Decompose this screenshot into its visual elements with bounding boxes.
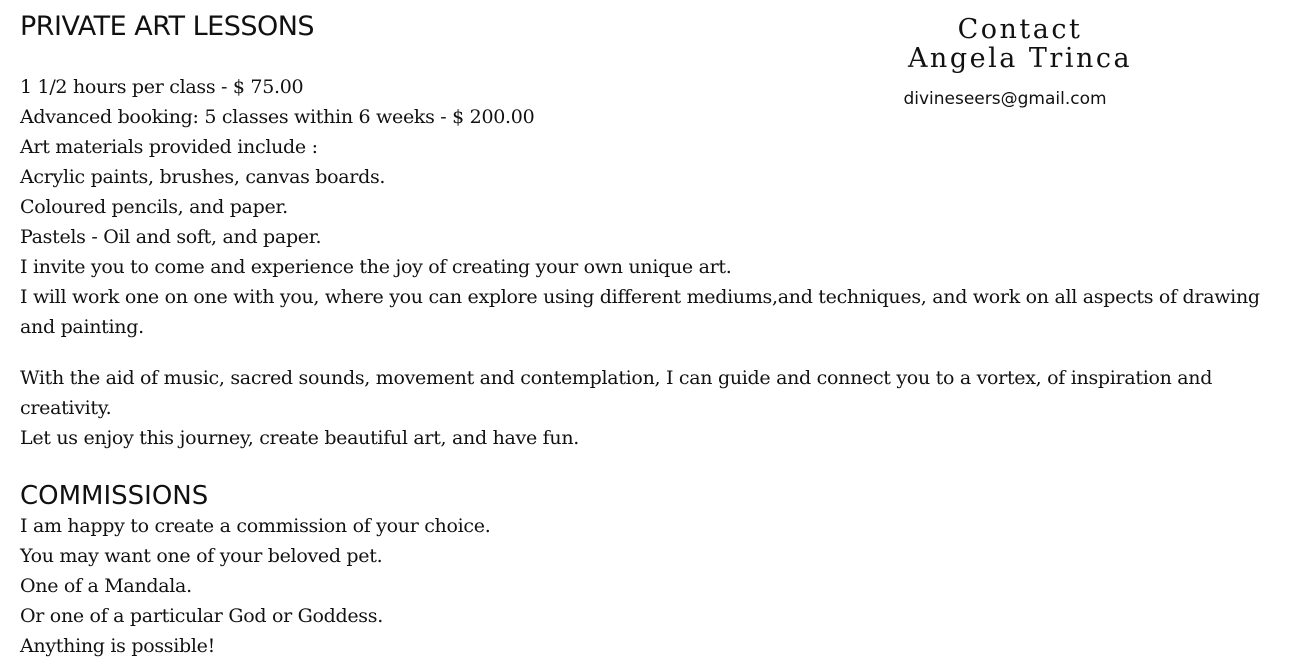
commission-mandala-line: One of a Mandala. xyxy=(20,575,192,597)
inspiration-paragraph: With the aid of music, sacred sounds, movement and contemplation, I can guide and connect you to a vortex, of inspiration and creativity. xyxy=(20,367,1213,419)
inspiration-text xyxy=(20,363,1295,453)
commission-closing-line: Anything is possible! xyxy=(20,635,215,657)
materials-pencils-line: Coloured pencils, and paper. xyxy=(20,196,288,218)
commission-pet-line: You may want one of your beloved pet. xyxy=(20,545,383,567)
commission-deity-line: Or one of a particular God or Goddess. xyxy=(20,605,383,627)
advanced-booking-line: Advanced booking: 5 classes within 6 weeks - $ 200.00 xyxy=(20,106,535,128)
commission-intro-line: I am happy to create a commission of your choice. xyxy=(20,515,491,537)
materials-acrylic-line: Acrylic paints, brushes, canvas boards. xyxy=(20,166,386,188)
one-on-one-paragraph: I will work one on one with you, where you can explore using different mediums,and techniques, and work on all aspects of drawing and painting. xyxy=(20,286,1260,338)
lessons-text xyxy=(20,72,1295,342)
contact-name: Angela Trinca xyxy=(907,43,1133,74)
lessons-heading: PRIVATE ART LESSONS xyxy=(20,11,315,42)
materials-intro-line: Art materials provided include : xyxy=(20,136,318,158)
materials-pastels-line: Pastels - Oil and soft, and paper. xyxy=(20,226,322,248)
contact-title: Contact xyxy=(957,14,1083,45)
invitation-line: I invite you to come and experience the joy of creating your own unique art. xyxy=(20,256,732,278)
contact-email: divineseers@gmail.com xyxy=(903,89,1107,109)
commissions-heading: COMMISSIONS xyxy=(20,481,209,511)
lesson-price-line: 1 1/2 hours per class - $ 75.00 xyxy=(20,76,304,98)
commissions-text xyxy=(20,511,1295,661)
journey-line: Let us enjoy this journey, create beautiful art, and have fun. xyxy=(20,427,580,449)
